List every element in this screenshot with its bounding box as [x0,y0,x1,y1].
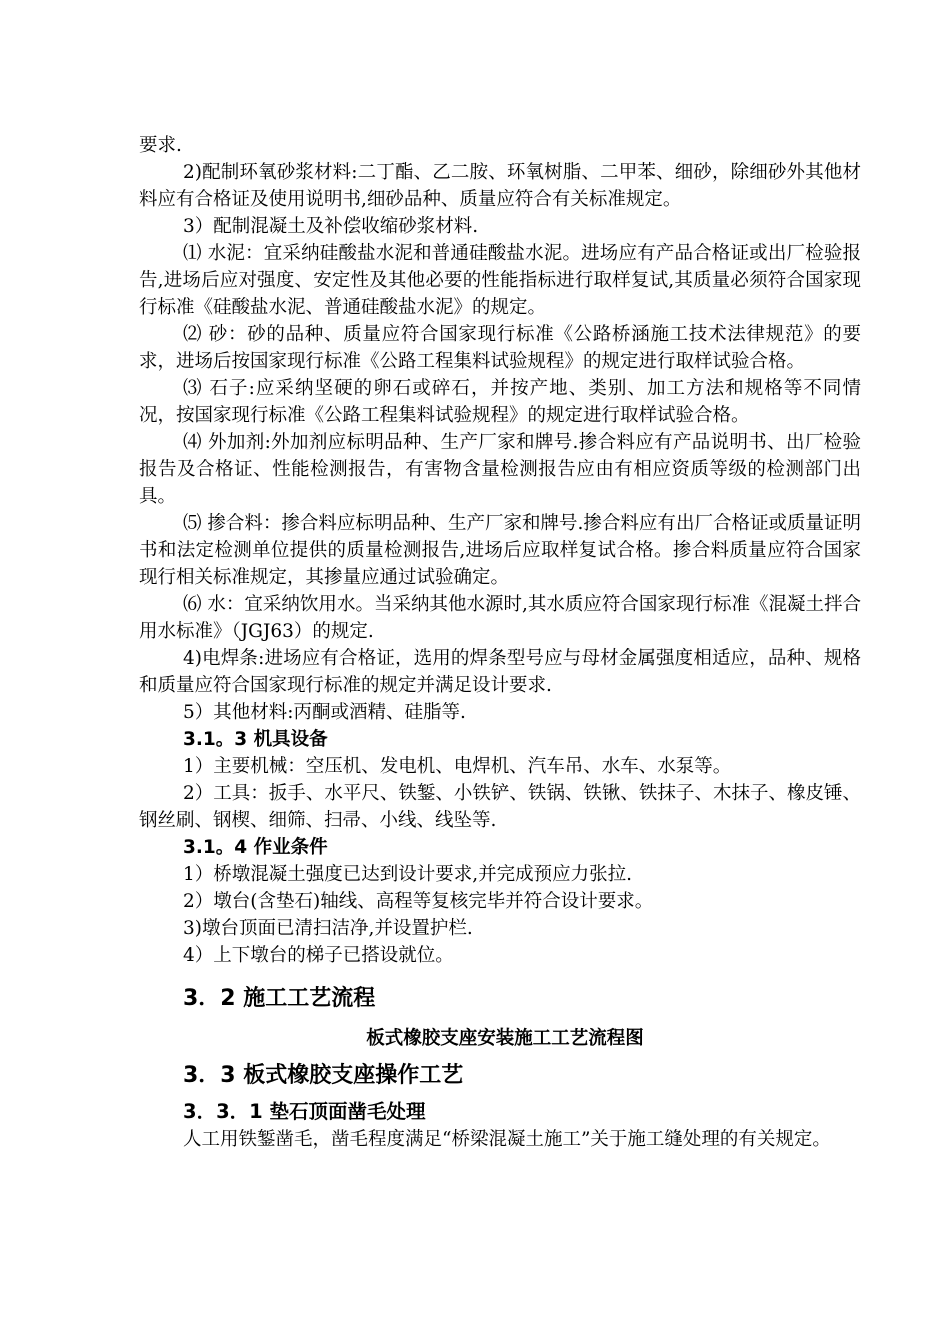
heading-equipment: 3.1。3 机具设备 [183,729,328,750]
paragraph-condition-3: 3)墩台顶面已清扫洁净,并设置护栏. [183,918,473,939]
paragraph-epoxy-mortar: 2)配制环氧砂浆材料:二丁酯、乙二胺、环氧树脂、二甲苯、细砂，除细砂外其他材料应有合格证及使用说明书,细砂品种、质量应符合有关标准规定。 [139,162,861,210]
figure-title: 板式橡胶支座安装施工工艺流程图 [366,1028,644,1049]
paragraph-stone: ⑶ 石子:应采纳坚硬的卵石或碎石，并按产地、类别、加工方法和规格等不同情况，按国家现行标准《公路工程集料试验规程》的规定进行取样试验合格。 [139,378,861,426]
paragraph-condition-1: 1）桥墩混凝土强度已达到设计要求,并完成预应力张拉. [183,864,633,885]
document-body [139,132,861,1153]
heading-process-flow: 3．2 施工工艺流程 [183,986,376,1011]
spacer [139,1052,861,1060]
paragraph-welding-rod: 4)电焊条:进场应有合格证，选用的焊条型号应与母材金属强度相适应，品种、规格和质量应符合国家现行标准的规定并满足设计要求. [139,648,861,696]
paragraph-concrete-materials: 3）配制混凝土及补偿收缩砂浆材料. [183,216,479,237]
paragraph-sand: ⑵ 砂：砂的品种、质量应符合国家现行标准《公路桥涵施工技术法律规范》的要求，进场后按国家现行标准《公路工程集料试验规程》的规定进行取样试验合格。 [139,324,861,372]
paragraph-machinery: 1）主要机械：空压机、发电机、电焊机、汽车吊、水车、水泵等。 [183,756,732,777]
paragraph-cement: ⑴ 水泥：宜采纳硅酸盐水泥和普通硅酸盐水泥。进场应有产品合格证或出厂检验报告,进场后应对强度、安定性及其他必要的性能指标进行取样复试,其质量必须符合国家现行标准《硅酸盐水泥、普通硅酸盐水泥》的规定。 [139,243,861,318]
heading-pad-chiseling: 3．3．1 垫石顶面凿毛处理 [183,1100,426,1123]
paragraph-chiseling: 人工用铁錾凿毛，凿毛程度满足“桥梁混凝土施工”关于施工缝处理的有关规定。 [183,1129,831,1150]
heading-operation-process: 3．3 板式橡胶支座操作工艺 [183,1063,464,1088]
paragraph-additive: ⑷ 外加剂:外加剂应标明品种、生产厂家和牌号.掺合料应有产品说明书、出厂检验报告及合格证、性能检测报告，有害物含量检测报告应由有相应资质等级的检测部门出具。 [139,432,861,507]
paragraph-admixture: ⑸ 掺合料：掺合料应标明品种、生产厂家和牌号.掺合料应有出厂合格证或质量证明书和法定检测单位提供的质量检测报告,进场后应取样复试合格。掺合料质量应符合国家现行相关标准规定，其掺量应通过试验确定。 [139,513,861,588]
text-line: 要求. [139,135,182,156]
paragraph-condition-4: 4）上下墩台的梯子已搭设就位。 [183,945,454,966]
paragraph-water: ⑹ 水：宜采纳饮用水。当采纳其他水源时,其水质应符合国家现行标准《混凝土拌合用水标准》（JGJ63）的规定. [139,594,861,642]
paragraph-tools: 2）工具：扳手、水平尺、铁錾、小铁铲、铁锅、铁锹、铁抹子、木抹子、橡皮锤、钢丝刷、钢楔、细筛、扫帚、小线、线坠等. [139,783,861,831]
spacer [139,1015,861,1025]
paragraph-other-materials: 5）其他材料:丙酮或酒精、硅脂等. [183,702,466,723]
spacer [139,969,861,983]
paragraph-condition-2: 2）墩台(含垫石)轴线、高程等复核完毕并符合设计要求。 [183,891,654,912]
heading-work-conditions: 3.1。4 作业条件 [183,837,328,858]
